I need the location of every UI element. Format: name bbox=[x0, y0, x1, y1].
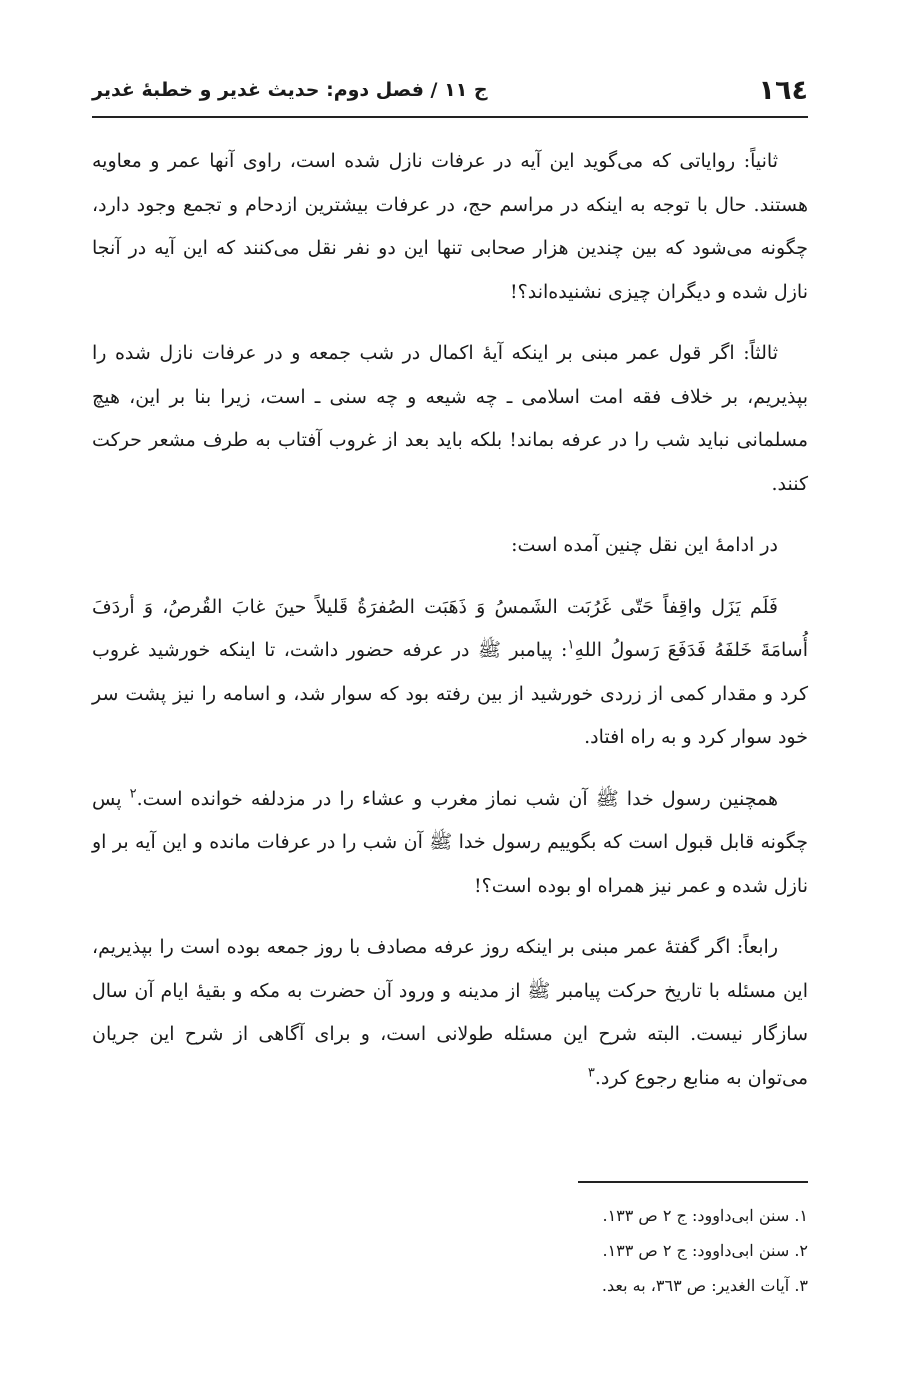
paragraph-third-point: ثالثاً: اگر قول عمر مبنی بر اینکه آیهٔ اکمال در شب جمعه و در عرفات نازل شده را بپذیریم، بر خلاف فقه امت اسلامی ـ چه شیعه و چه سنی ـ است، زیرا بنا بر این، هیچ مسلمانی نباید شب را در عرفه بماند! بلکه باید بعد از غروب آفتاب به طرف مشعر حرکت کنند. bbox=[92, 342, 808, 495]
footnote-ref-2: ٢ bbox=[129, 786, 137, 802]
footnote-rule bbox=[578, 1181, 808, 1183]
paragraph-arabic-quote bbox=[92, 586, 808, 760]
muzdalifah-text-b: پس چگونه قابل قبول است که بگوییم رسول خدا ﷺ آن شب را در عرفات مانده و این آیه بر او نازل شده و عمر نیز همراه او بوده است؟! bbox=[92, 787, 808, 897]
paragraph-fourth-point bbox=[92, 926, 808, 1100]
footnote-ref-1: ١ bbox=[567, 637, 575, 653]
muzdalifah-text-a: همچنین رسول خدا ﷺ آن شب نماز مغرب و عشاء را در مزدلفه خوانده است. bbox=[136, 787, 778, 810]
running-title: ج ١١ / فصل دوم: حديث غدير و خطبهٔ غدير bbox=[92, 79, 488, 101]
footnote-2: ٢. سنن ابی‌داوود: ج ٢ ص ١٣٣. bbox=[602, 1241, 808, 1260]
paragraph-muzdalifah bbox=[92, 778, 808, 909]
page-number: ١٦٤ bbox=[758, 74, 808, 106]
footnote-ref-3: ٣ bbox=[587, 1065, 595, 1081]
footnotes bbox=[300, 1198, 808, 1303]
page-body bbox=[92, 140, 808, 1118]
header-rule bbox=[92, 116, 808, 118]
page-header bbox=[92, 68, 808, 112]
arabic-quote: فَلَم يَزَل واقِفاً حَتّى غَرُبَت الشَمسُ وَ ذَهَبَت الصُفرَةُ قَليلاً حينَ غابَ القُرصُ، وَ أردَفَ أُسامَةَ خَلفَهُ فَدَفَعَ رَسولُ اللهِ bbox=[92, 595, 808, 661]
fourth-point-text: رابعاً: اگر گفتهٔ عمر مبنی بر اینکه روز عرفه مصادف با روز جمعه بوده است را بپذیریم، این مسئله با تاریخ حرکت پیامبر ﷺ از مدینه و ورود آن حضرت به مکه و بقیهٔ ایام آن سال سازگار نیست. البته شرح این مسئله طولانی است، و برای آگاهی از شرح این جریان می‌توان به منابع رجوع کرد. bbox=[92, 936, 808, 1089]
quote-translation: : پیامبر ﷺ در عرفه حضور داشت، تا اینکه خورشید غروب کرد و مقدار کمی از زردی خورشید از بین رفته بود که سوار شد، و اسامه را نیز پشت سر خود سوار کرد و به راه افتاد. bbox=[92, 639, 808, 748]
footnote-1: ١. سنن ابی‌داوود: ج ٢ ص ١٣٣. bbox=[602, 1206, 808, 1225]
paragraph-second-point: ثانیاً: روایاتی که می‌گوید این آیه در عرفات نازل شده است، راوی آنها عمر و معاویه هستند. حال با توجه به اینکه در مراسم حج، در عرفات بیشترین ازدحام و تجمع وجود دارد، چگونه می‌شود که بین چندین هزار صحابی تنها این دو نفر نقل می‌کنند که این آیه در آنجا نازل شده و دیگران چیزی نشنیده‌اند؟! bbox=[92, 150, 808, 303]
paragraph-continuation-intro: در ادامهٔ این نقل چنین آمده است: bbox=[511, 534, 778, 556]
footnote-3: ٣. آیات الغدیر: ص ٣٦٣، به بعد. bbox=[601, 1276, 808, 1295]
